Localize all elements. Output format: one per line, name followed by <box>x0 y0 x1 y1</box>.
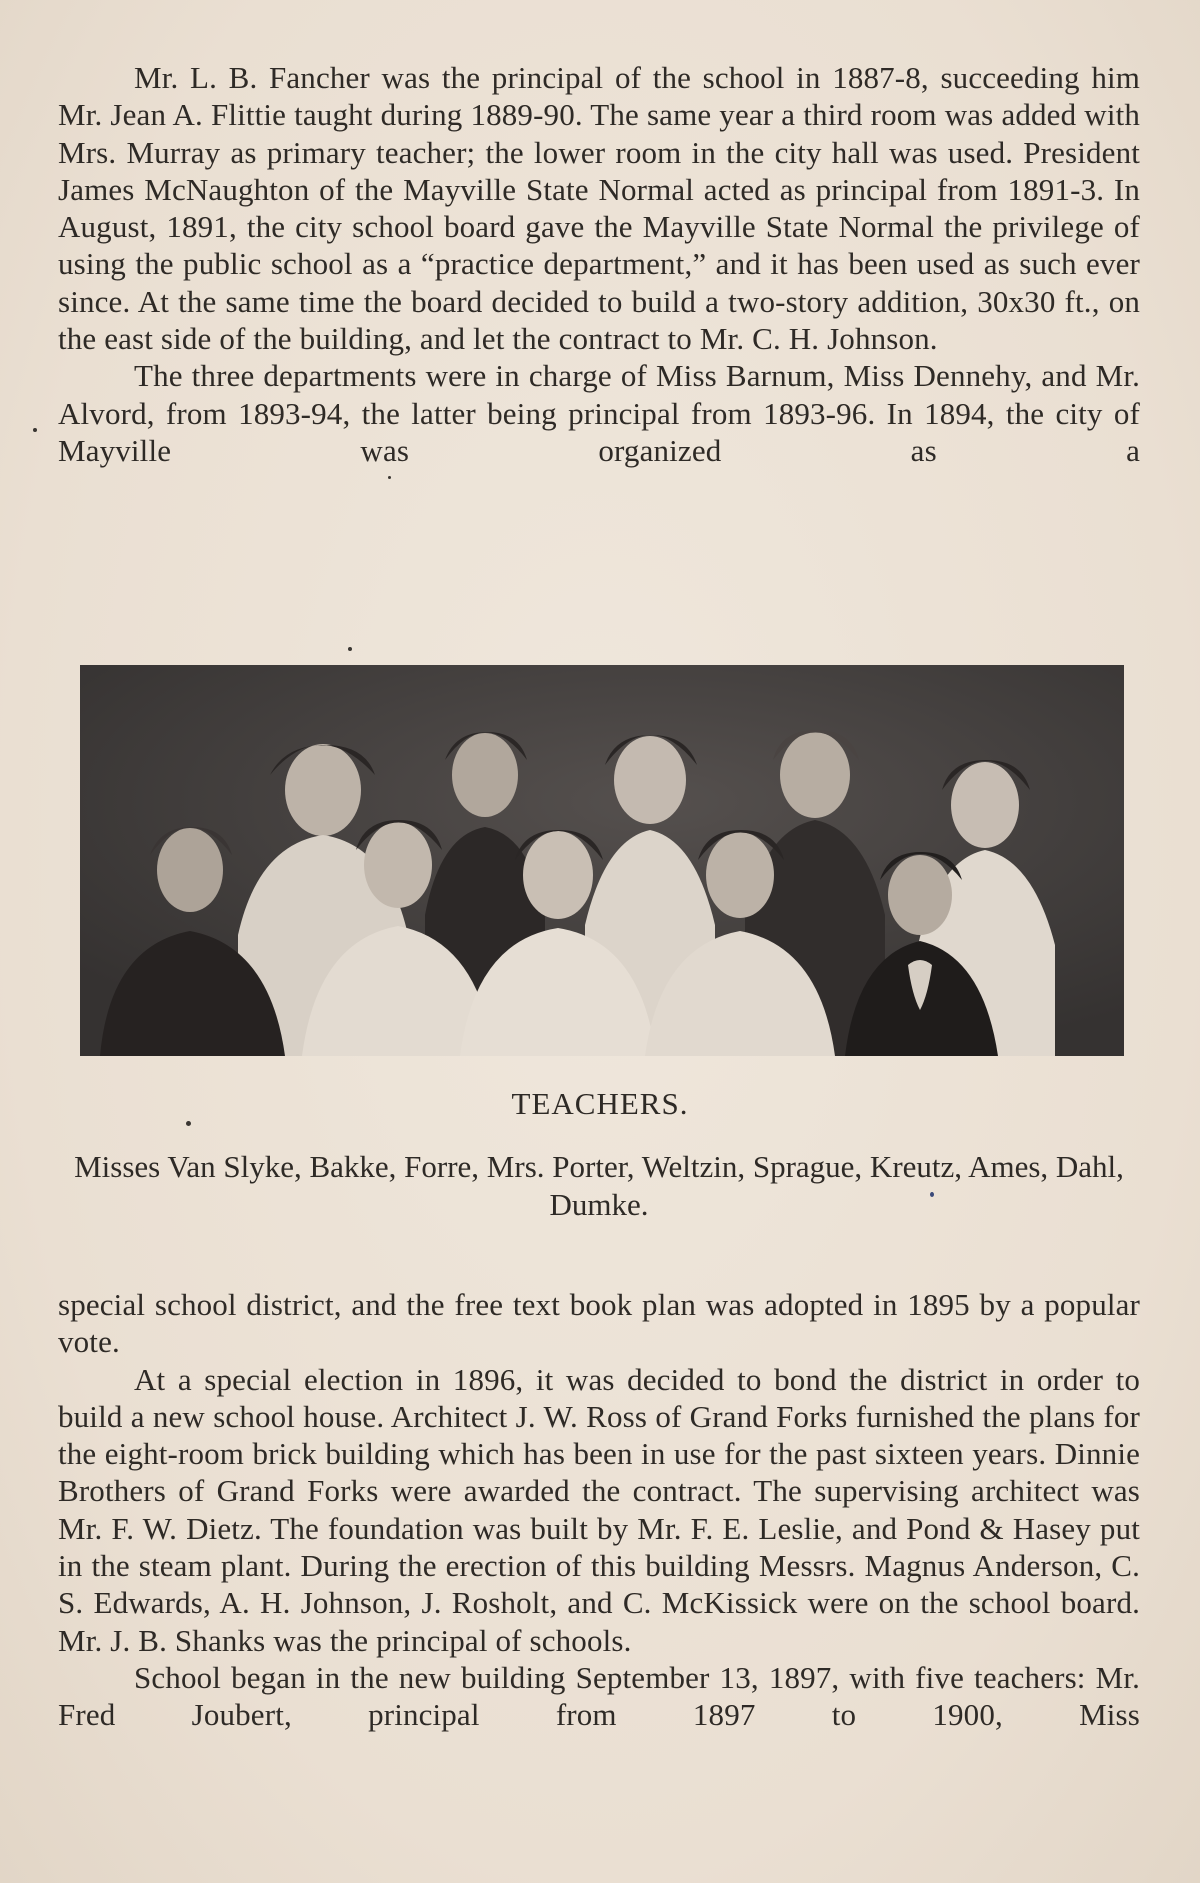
bottom-text-block <box>58 1286 1140 1734</box>
print-speck <box>33 428 37 432</box>
group-portrait-illustration <box>80 665 1124 1056</box>
figure-caption-title: TEACHERS. <box>511 1086 689 1121</box>
paragraph-fancher: Mr. L. B. Fancher was the principal of the school in 1887-8, succeeding him Mr. Jean A. Flittie taught during 1889-90. The same year a third room was added with Mrs. Murray as primary teacher; the lower room in the city hall was used. President James McNaughton of the Mayville State Normal acted as principal from 1891-3. In August, 1891, the city school board gave the Mayville State Normal the privilege of using the public school as a “practice department,” and it has been used as such ever since. At the same time the board decided to build a two-story addition, 30x30 ft., on the east side of the building, and let the contract to Mr. C. H. Johnson. <box>58 60 1140 357</box>
paragraph-special-election: At a special election in 1896, it was decided to bond the district in order to build a new school house. Architect J. W. Ross of Grand Forks furnished the plans for the eight-room brick building which has been in use for the past sixteen years. Dinnie Brothers of Grand Forks were awarded the contract. The supervising architect was Mr. F. W. Dietz. The foundation was built by Mr. F. E. Leslie, and Pond & Hasey put in the steam plant. During the erection of this building Messrs. Magnus Anderson, C. S. Edwards, A. H. Johnson, J. Rosholt, and C. McKissick were on the school board. Mr. J. B. Shanks was the principal of schools. <box>58 1361 1140 1658</box>
print-speck <box>388 476 391 479</box>
paragraph-school-began: School began in the new building September 13, 1897, with five teachers: Mr. Fred Joubert, principal from 1897 to 1900, Miss <box>58 1659 1140 1733</box>
teachers-photograph <box>80 665 1124 1056</box>
paragraph-special-district: special school district, and the free text book plan was adopted in 1895 by a popular vote. <box>58 1287 1140 1360</box>
print-speck <box>930 1192 934 1197</box>
figure-caption-names: Misses Van Slyke, Bakke, Forre, Mrs. Porter, Weltzin, Sprague, Kreutz, Ames, Dahl, Dumke. <box>74 1149 1124 1222</box>
top-text-block <box>58 59 1140 469</box>
paragraph-three-departments: The three departments were in charge of Miss Barnum, Miss Dennehy, and Mr. Alvord, from 1893-94, the latter being principal from 1893-96. In 1894, the city of Mayville was organized as a <box>58 358 1140 468</box>
print-speck <box>348 647 352 651</box>
print-speck <box>186 1121 191 1126</box>
